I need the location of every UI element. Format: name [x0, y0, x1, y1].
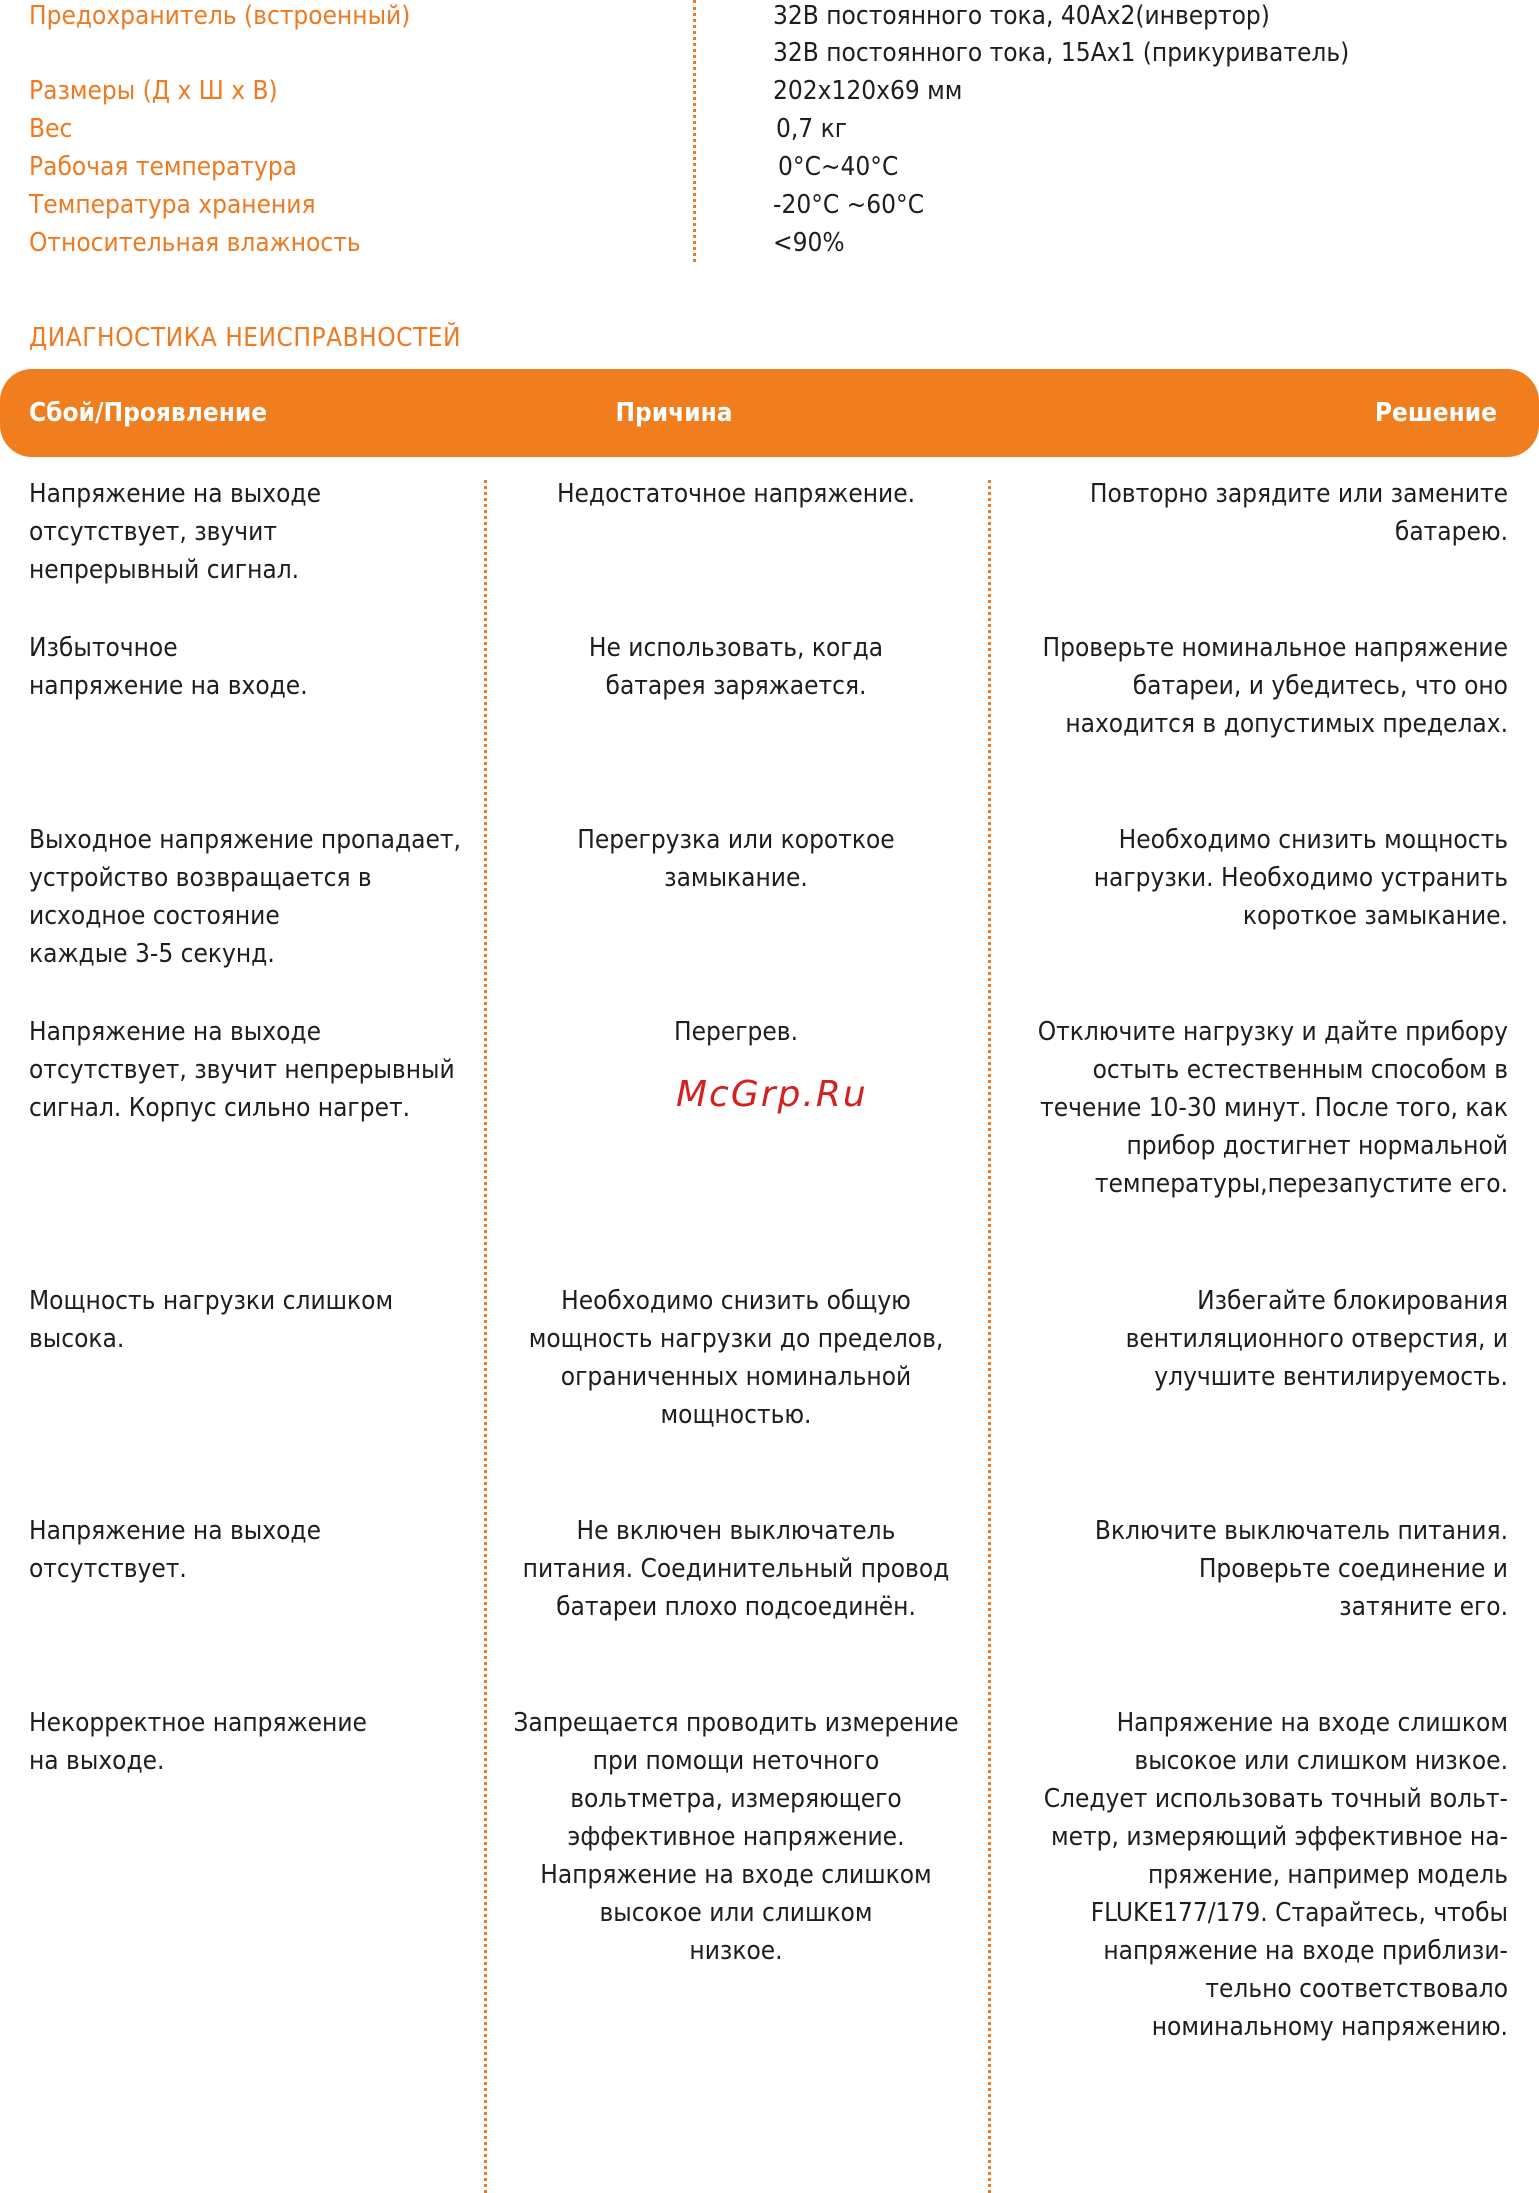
row-4-fault: Напряжение на выходе отсутствует, звучит непрерывный сигнал. Корпус сильно нагрет. [29, 1017, 455, 1123]
spec-label-operating-temp: Рабочая температура [29, 152, 298, 182]
specs-divider [693, 0, 696, 262]
spec-label-fuse: Предохранитель (встроенный) [29, 1, 411, 31]
section-title: ДИАГНОСТИКА НЕИСПРАВНОСТЕЙ [29, 323, 462, 353]
watermark: McGrp.Ru [676, 1074, 868, 1115]
row-6-fault: Напряжение на выходе отсутствует. [29, 1516, 321, 1584]
spec-label-weight: Вес [29, 114, 73, 144]
row-5-solution: Избегайте блокирования вентиляционного отверстия, и улучшите вентилируемость. [1125, 1286, 1508, 1392]
row-1-cause: Недостаточное напряжение. [556, 479, 916, 509]
column-divider-right [988, 480, 991, 2193]
spec-value-dimensions: 202х120х69 мм [773, 76, 963, 106]
row-1-fault: Напряжение на выходе отсутствует, звучит непрерывный сигнал. [29, 479, 321, 585]
row-2-fault: Избыточное напряжение на входе. [29, 633, 308, 701]
row-3-fault: Выходное напряжение пропадает, устройство возвращается в исходное состояние каждые 3-5 секунд. [29, 825, 461, 969]
header-cause: Причина [615, 398, 733, 428]
row-5-cause: Необходимо снизить общую мощность нагрузки до пределов, ограниченных номинальной мощностью. [528, 1286, 944, 1430]
row-4-cause: Перегрев. [674, 1017, 798, 1047]
spec-value-fuse-lighter: 32В постоянного тока, 15Ах1 (прикуриватель) [773, 38, 1350, 68]
row-1-solution: Повторно зарядите или замените батарею. [1089, 479, 1508, 547]
spec-label-storage-temp: Температура хранения [29, 190, 316, 220]
spec-value-fuse-inverter: 32В постоянного тока, 40Ах2(инвертор) [773, 1, 1270, 31]
row-4-solution: Отключите нагрузку и дайте прибору остыть естественным способом в течение 10-30 минут. После того, как прибор достигнет нормальной температуры,перезапустите его. [1037, 1017, 1508, 1199]
row-5-fault: Мощность нагрузки слишком высока. [29, 1286, 394, 1354]
row-6-cause: Не включен выключатель питания. Соединительный провод батареи плохо подсоединён. [522, 1516, 950, 1622]
row-3-solution: Необходимо снизить мощность нагрузки. Необходимо устранить короткое замыкание. [1093, 825, 1508, 931]
spec-value-storage-temp: -20°С ~60°С [773, 190, 925, 220]
header-solution: Решение [1374, 398, 1497, 428]
header-fault: Сбой/Проявление [29, 398, 268, 428]
row-7-solution: Напряжение на входе слишком высокое или слишком низкое. Следует использовать точный вольт- метр, измеряющий эффективное на- пряжение, например модель FLUKE177/179. Старайтесь, чтобы напряжение на входе приблизи- тельно соответствовало номинальному напряжению. [1043, 1708, 1508, 2042]
row-2-cause: Не использовать, когда батарея заряжается. [588, 633, 884, 701]
spec-value-weight: 0,7 кг [776, 114, 848, 144]
table-header [0, 369, 1539, 457]
row-7-fault: Некорректное напряжение на выходе. [29, 1708, 367, 1776]
row-6-solution: Включите выключатель питания. Проверьте соединение и затяните его. [1094, 1516, 1508, 1622]
row-2-solution: Проверьте номинальное напряжение батареи, и убедитесь, что оно находится в допустимых пределах. [1042, 633, 1508, 739]
row-3-cause: Перегрузка или короткое замыкание. [577, 825, 895, 893]
spec-label-humidity: Относительная влажность [29, 228, 361, 258]
spec-label-dimensions: Размеры (Д х Ш х В) [29, 76, 278, 106]
spec-value-operating-temp: 0°С~40°С [778, 152, 899, 182]
spec-value-humidity: <90% [773, 228, 845, 258]
row-7-cause: Запрещается проводить измерение при помощи неточного вольтметра, измеряющего эффективное напряжение. Напряжение на входе слишком высокое или слишком низкое. [513, 1708, 959, 1966]
